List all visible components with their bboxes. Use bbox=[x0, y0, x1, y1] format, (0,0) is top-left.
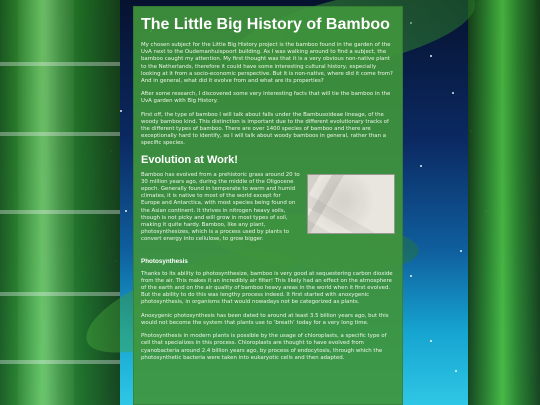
star bbox=[452, 92, 454, 94]
sketch-texture bbox=[308, 175, 394, 233]
bamboo-node bbox=[0, 132, 120, 136]
star bbox=[420, 165, 422, 167]
section-text bbox=[141, 172, 301, 250]
star bbox=[120, 110, 122, 112]
star bbox=[460, 250, 462, 252]
star bbox=[430, 55, 432, 57]
subsection-title: Photosynthesis bbox=[141, 257, 188, 265]
article-content bbox=[133, 6, 403, 405]
article-inner bbox=[133, 6, 403, 362]
section-with-figure bbox=[141, 172, 395, 250]
subsection-paragraph-2: Anoxygenic photosynthesis has been dated to around at least 3.5 billion years ago, but this would not become the system that plants use to ‘breath’ today for a very long time. bbox=[141, 312, 389, 326]
bamboo-highlight-left bbox=[18, 0, 74, 405]
bamboo-node bbox=[0, 360, 120, 364]
subsection-paragraph-1: Thanks to its ability to photosynthesize, bamboo is very good at sequestering carbon dioxide from the air. This makes it an incredibly air filter! This likely had an effect on the atmosphere of the earth and on the air quality of bamboo heavy areas in the world when it first evolved. But the ability to do this was lengthy process indeed. It first started with anoxygenic photosynthesis, in organisms that would nowadays not be categorized as plants. bbox=[141, 270, 393, 306]
intro-paragraph-3: First off, the type of bamboo I will talk about falls under the Bambusoideae lineage, of the woody bamboo kind. This distinction is important due to the different evolutionary tracks of the different types of bamboo. There are over 1400 species of bamboo and there are exceptionally hard to identify, so I will talk about woody bamboos in general, rather than a specific species. bbox=[141, 111, 389, 147]
star bbox=[125, 210, 127, 212]
star bbox=[410, 275, 412, 277]
bamboo-node bbox=[0, 210, 120, 214]
star bbox=[455, 370, 457, 372]
star bbox=[430, 340, 432, 342]
bamboo-sketch-image bbox=[307, 174, 395, 234]
page-title: The Little Big History of Bamboo bbox=[141, 16, 390, 33]
bamboo-node bbox=[0, 62, 120, 66]
bamboo-stalk-right bbox=[468, 0, 540, 405]
bamboo-node bbox=[0, 292, 120, 296]
section-title: Evolution at Work! bbox=[141, 153, 238, 166]
subsection-paragraph-3: Photosynthesis in modern plants is possible by the usage of chloroplasts, a specific type of cell that specializes in this process. Chloroplasts are thought to have evolved from cyanobacteria around 2.4 billion years ago, by process of endocytosis, through which the photosynthetic bacteria were taken into eukaryotic cells and then adapted. bbox=[141, 333, 387, 361]
intro-paragraph-2: After some research, I discovered some very interesting facts that will tie the bamboo in the UvA garden with Big History. bbox=[141, 91, 391, 105]
intro-paragraph-1: My chosen subject for the Little Big History project is the bamboo found in the garden of the UvA next to the Oudemanhuispoort building. As I was walking around to find a subject, the bamboo caught my attention. My first thought was that it is a very obvious non-native plant to the Netherlands, therefore it could have some interesting cultural history, especially looking at it from a socio-economic perspective. But it is non-native, where did it come from? And in general, what did it evolve from and what are its properties? bbox=[141, 42, 393, 85]
section-paragraph: Bamboo has evolved from a prehistoric grass around 20 to 30 million years ago, during the middle of the Oligocene epoch. Generally found in temperate to warm and humid climates, it is native to most of the world except for Europe and Antarctica, with most species being found on the Asian continent. It thrives in nitrogen heavy soils, though is not picky and will grow in most types of soil, making it quite hardy. Bamboo, like any plant, photosynthesizes, which is a process used by plants to convert energy into cellulose, to grow bigger. bbox=[141, 171, 300, 243]
